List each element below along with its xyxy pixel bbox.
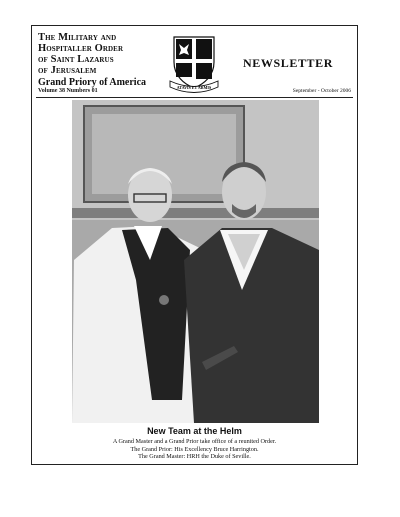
- feature-caption: [32, 438, 357, 461]
- cover-photo-illustration: [72, 100, 319, 423]
- feature-headline: New Team at the Helm: [147, 426, 242, 436]
- order-name-line: The Military and: [38, 32, 117, 43]
- order-name: [38, 32, 123, 76]
- priory-name: Grand Priory of America: [38, 77, 147, 88]
- volume-number: Volume 38 Numbers 01: [38, 88, 98, 94]
- order-name-line: Hospitaller Order: [38, 43, 124, 54]
- newsletter-title: NEWSLETTER: [243, 56, 334, 70]
- crest-motto: ATAVIS ET ARMIS: [176, 85, 212, 90]
- newsletter-cover: [31, 25, 358, 465]
- caption-line: The Grand Master: HRH the Duke of Seville.: [138, 453, 251, 460]
- caption-line: The Grand Prior: His Excellency Bruce Harrington.: [130, 445, 259, 453]
- order-name-line: of Jerusalem: [38, 65, 97, 76]
- cover-photo: [72, 100, 319, 423]
- masthead-rule: [36, 97, 353, 98]
- order-name-line: of Saint Lazarus: [38, 54, 114, 65]
- caption-line: A Grand Master and a Grand Prior take office of a reunited Order.: [112, 438, 277, 445]
- issue-date: September - October 2006: [292, 88, 351, 94]
- order-crest-icon: [167, 32, 221, 94]
